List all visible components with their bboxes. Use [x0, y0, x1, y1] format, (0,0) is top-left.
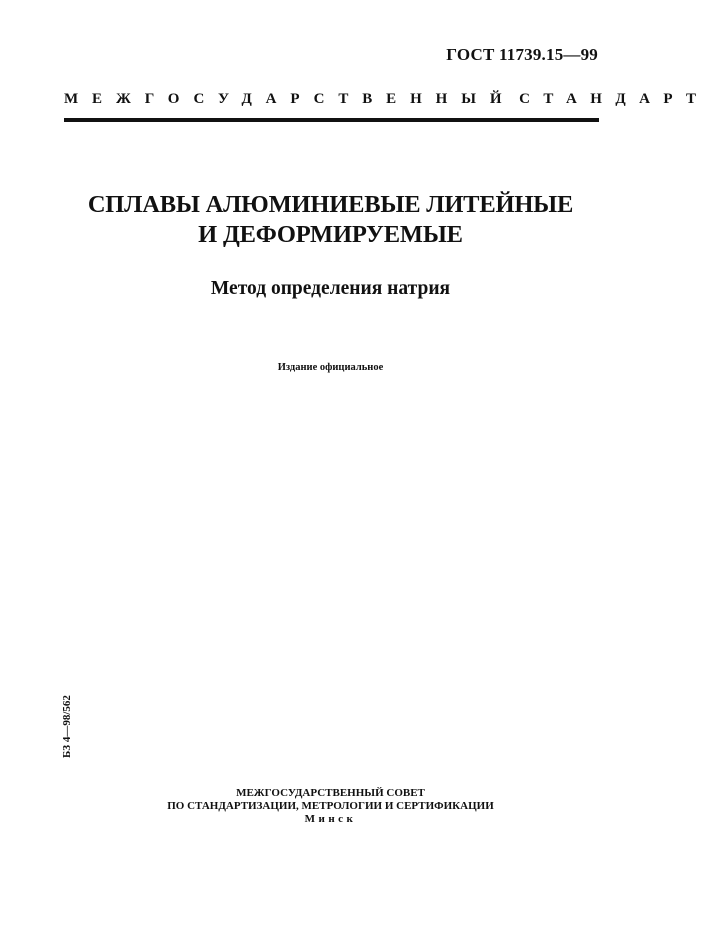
- standard-type-word-interstate: МЕЖГОСУДАРСТВЕННЫЙ: [64, 91, 516, 107]
- edition-note: Издание официальное: [277, 362, 384, 373]
- document-subtitle: Метод определения натрия: [210, 278, 451, 299]
- publisher-city: Минск: [304, 813, 357, 825]
- title-line-2: И ДЕФОРМИРУЕМЫЕ: [198, 221, 463, 248]
- publisher-block: [0, 787, 661, 826]
- document-number: ГОСТ 11739.15—99: [446, 45, 598, 64]
- publisher-line-2: ПО СТАНДАРТИЗАЦИИ, МЕТРОЛОГИИ И СЕРТИФИКАЦИИ: [167, 800, 494, 812]
- standard-type-heading: [64, 89, 709, 109]
- title-line-1: СПЛАВЫ АЛЮМИНИЕВЫЕ ЛИТЕЙНЫЕ: [87, 191, 574, 218]
- header-rule: [64, 118, 599, 122]
- document-title: [0, 190, 661, 250]
- side-catalog-code: БЗ 4—98/562: [61, 695, 73, 758]
- standard-type-word-standard: СТАНДАРТ: [519, 91, 709, 107]
- publisher-line-1: МЕЖГОСУДАРСТВЕННЫЙ СОВЕТ: [236, 787, 425, 799]
